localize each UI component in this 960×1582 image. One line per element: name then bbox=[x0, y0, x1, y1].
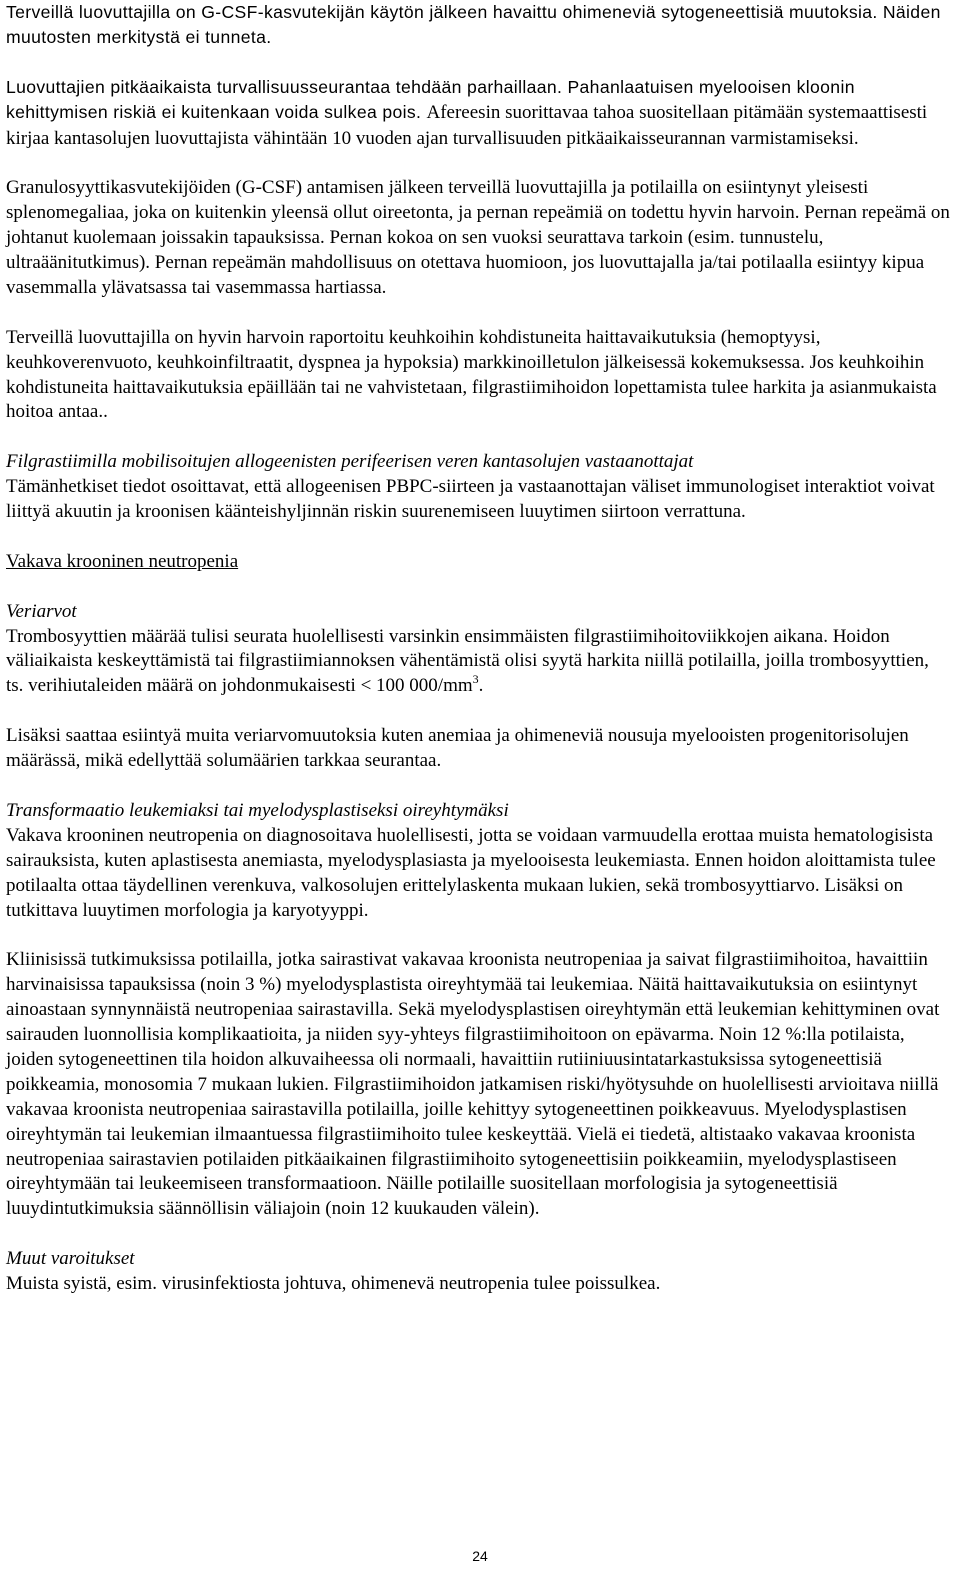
paragraph-splenomegaly: Granulosyyttikasvutekijöiden (G-CSF) antamisen jälkeen terveillä luovuttajilla ja potilailla on esiintynyt yleisesti splenomegaliaa, joka on kuitenkin yleensä ollut oireetonta, ja pernan repeämiä on todettu hyvin harvoin. Pernan repeämä on johtanut kuolemaan joissakin tapauksissa. Pernan kokoa on sen vuoksi seurattava tarkoin (esim. tunnustelu, ultraäänitutkimus). Pernan repeämän mahdollisuus on otettava huomioon, jos luovuttajalla ja/tai potilaalla esiintyy kipua vasemmalla ylävatsassa tai vasemmassa hartiassa. bbox=[6, 177, 950, 298]
heading-allogeneic-recipients: Filgrastiimilla mobilisoitujen allogeenisten perifeerisen veren kantasolujen vastaanottajat bbox=[6, 451, 694, 473]
paragraph-cytogenetic-changes: Terveillä luovuttajilla on G-CSF-kasvutekijän käytön jälkeen havaittu ohimeneviä sytogeneettisiä muutoksia. Näiden muutosten merkitystä ei tunneta. bbox=[6, 2, 941, 47]
paragraph-other-warnings: Muista syistä, esim. virusinfektiosta johtuva, ohimenevä neutropenia tulee poissulkea. bbox=[6, 1273, 661, 1295]
section-transformation bbox=[6, 799, 951, 924]
paragraph-platelets-period: . bbox=[478, 675, 484, 697]
heading-severe-chronic-neutropenia: Vakava krooninen neutropenia bbox=[6, 550, 239, 572]
paragraph-clinical-studies: Kliinisissä tutkimuksissa potilailla, jotka sairastivat vakavaa kroonista neutropeniaa ja saivat filgrastiimihoitoa, havaittiin harvinaisissa tapauksissa (noin 3 %) myelodysplastista oireyhtymää tai leukemiaa. Näitä haittavaikutuksia on esiintynyt ainoastaan synnynnäistä neutropeniaa sairastavilla. Sekä myelodysplastisen oireyhtymän että leukemian kehittyminen ovat sairauden luonnollisia komplikaatioita, ja niiden syy-yhteys filgrastiimihoitoon on epävarma. Noin 12 %:lla potilaista, joiden sytogeneettinen tila hoidon alkuvaiheessa oli normaali, havaittiin rutiiniuusintatarkastuksissa sytogeneettisiä poikkeamia, monosomia 7 mukaan lukien. Filgrastiimihoidon jatkamisen riski/hyötysuhde on huolellisesti arvioitava niillä vakavaa kroonista neutropeniaa sairastavilla potilailla, joille kehittyy sytogeneettinen poikkeavuus. Myelodysplastisen oireyhtymän tai leukemian ilmaantuessa filgrastiimihoito tulee keskeyttää. Vielä ei tiedetä, altistaako vakavaa kroonista neutropeniaa sairastavien potilaiden pitkäaikainen filgrastiimihoito sytogeneettisiin poikkeamiin, myelodysplastiseen oireyhtymään tai leukeemiseen transformaatioon. Näille potilaille suositellaan morfologisia ja sytogeneettisiä luuydintutkimuksia säännöllisin väliajoin (noin 12 kuukauden välein). bbox=[6, 949, 940, 1220]
section-allogeneic-recipients bbox=[6, 450, 951, 525]
section-other-warnings bbox=[6, 1247, 951, 1297]
heading-transformation: Transformaatio leukemiaksi tai myelodysplastiseksi oireyhtymäksi bbox=[6, 799, 509, 821]
donor-followup-sans-text: Luovuttajien pitkäaikaista turvallisuusseurantaa tehdään parhaillaan. Pahanlaatuisen myelooisen kloonin kehittymisen riskiä ei kuitenkaan voida sulkea pois. bbox=[6, 76, 855, 122]
heading-blood-counts: Veriarvot bbox=[6, 600, 77, 622]
donor-followup-serif-text: Afereesin suorittavaa tahoa suositellaan pitämään systemaattisesti kirjaa kantasolujen luovuttajista vähintään 10 vuoden ajan turvallisuuden pitkäaikaisseurannan varmistamiseksi. bbox=[6, 101, 928, 149]
page-number: 24 bbox=[472, 1548, 488, 1564]
paragraph-platelets-text: Trombosyyttien määrää tulisi seurata huolellisesti varsinkin ensimmäisten filgrastiimihoitoviikkojen aikana. Hoidon väliaikaista keskeyttämistä tai filgrastiimiannoksen vähentämistä olisi syytä harkita niillä potilailla, joilla trombosyyttien, ts. verihiutaleiden määrä on johdonmukaisesti < 100 000/mm bbox=[6, 625, 929, 697]
heading-other-warnings: Muut varoitukset bbox=[6, 1248, 135, 1270]
paragraph-diagnosis: Vakava krooninen neutropenia on diagnosoitava huolellisesti, jotta se voidaan varmuudella erottaa muista hematologisista sairauksista, kuten aplastisesta anemiasta, myelodysplasiasta ja myelooisesta leukemiasta. Ennen hoidon aloittamista tulee potilaalta ottaa täydellinen verenkuva, valkosolujen erittelylaskenta mukaan lukien, sekä trombosyyttiarvo. Lisäksi on tutkittava luuytimen morfologia ja karyotyyppi. bbox=[6, 824, 936, 921]
paragraph-donor-followup bbox=[6, 75, 951, 152]
superscript-three: 3 bbox=[472, 672, 479, 687]
paragraph-pulmonary-effects: Terveillä luovuttajilla on hyvin harvoin raportoitu keuhkoihin kohdistuneita haittavaikutuksia (hemoptyysi, keuhkoverenvuoto, keuhkoinfiltraatit, dyspnea ja hypoksia) markkinoilletulon jälkeisessä kokemuksessa. Jos keuhkoihin kohdistuneita haittavaikutuksia epäillään tai ne vahvistetaan, filgrastiimihoidon lopettamista tulee harkita ja asianmukaista hoitoa antaa.. bbox=[6, 326, 937, 423]
section-blood-counts bbox=[6, 600, 951, 700]
document-page bbox=[6, 0, 951, 1322]
paragraph-other-blood-changes: Lisäksi saattaa esiintyä muita veriarvomuutoksia kuten anemiaa ja ohimeneviä nousuja myelooisten progenitorisolujen määrässä, mikä edellyttää solumäärien tarkkaa seurantaa. bbox=[6, 725, 909, 772]
paragraph-allogeneic-recipients: Tämänhetkiset tiedot osoittavat, että allogeenisen PBPC-siirteen ja vastaanottajan väliset immunologiset interaktiot voivat liittyä akuutin ja kroonisen käänteishyljinnän riskin suurenemiseen luuytimen siirtoon verrattuna. bbox=[6, 476, 935, 523]
